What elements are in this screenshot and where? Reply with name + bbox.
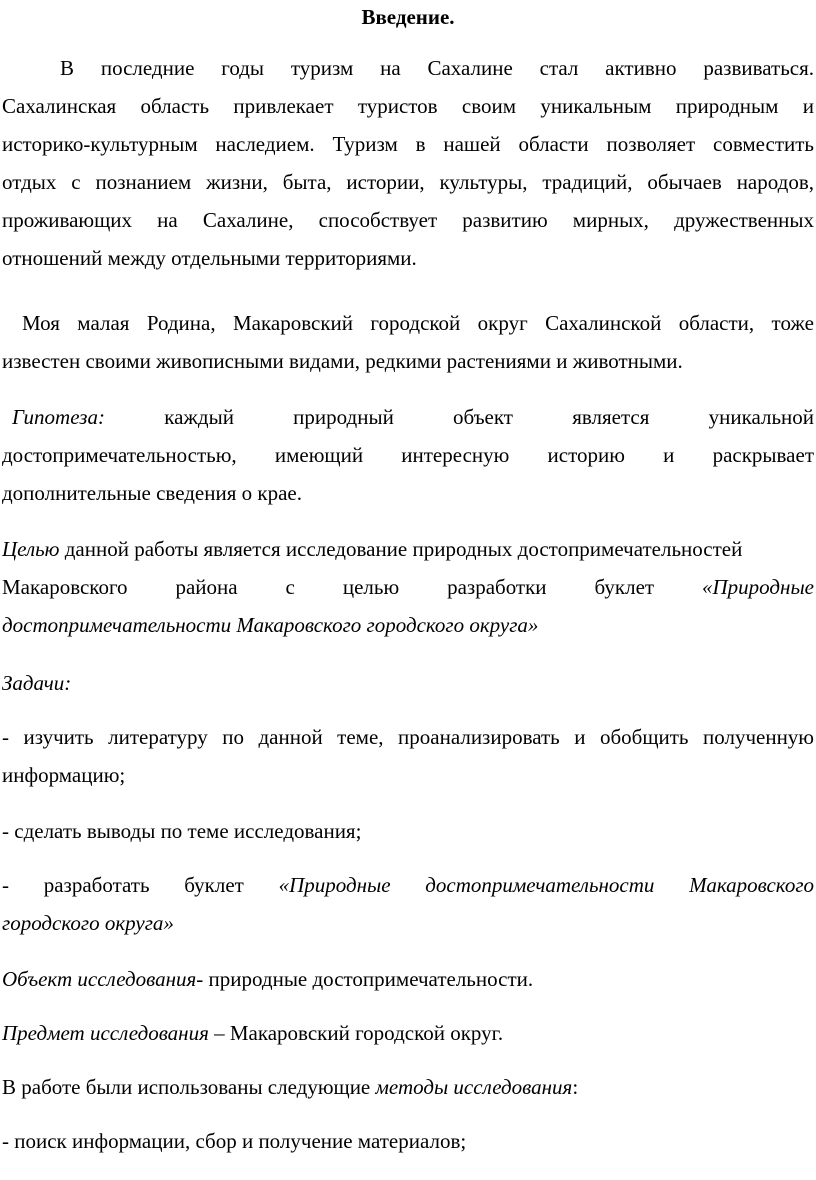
tasks-label: Задачи: [2,671,72,695]
methods-line [2,1068,814,1106]
subject-label: Предмет исследования [2,1021,209,1045]
text-line: Моя малая Родина, Макаровский городской округ Сахалинской области, тоже [22,311,814,335]
goal-paragraph [2,530,814,644]
object-text: - природные достопримечательности. [196,967,534,991]
tasks-heading [2,664,814,702]
goal-text: данной работы является исследование природных достопримечательностей [59,537,743,561]
methods-prefix: В работе были использованы следующие [2,1075,376,1099]
text-line [2,960,814,998]
text-line: историко-культурным наследием. Туризм в нашей области позволяет совместить [2,132,814,156]
text-line: достопримечательностью, имеющий интересную историю и раскрывает [2,443,814,467]
text-line: отношений между отдельными территориями. [2,246,417,270]
task-1 [2,718,814,794]
homeland-paragraph [2,304,814,380]
text-line [2,866,814,904]
subject-line [2,1014,814,1052]
goal-booklet-title: «Природные [702,575,814,599]
text-line: известен своими живописными видами, редкими растениями и животными. [2,349,683,373]
text-line: городского округа» [2,911,174,935]
intro-paragraph [2,49,814,277]
text-line: дополнительные сведения о крае. [2,481,302,505]
hypothesis-text: каждый природный объект является уникальной [164,405,814,429]
goal-text-plain: Макаровского района с целью разработки буклет [2,575,655,599]
hypothesis-label: Гипотеза: [12,405,105,429]
subject-text: – Макаровский городской округ. [208,1021,504,1045]
text-line: В последние годы туризм на Сахалине стал активно развиваться. [60,56,814,80]
task-3-text: - разработать буклет [2,873,244,897]
page-title: Введение. [361,5,455,29]
text-line [2,568,814,606]
text-line: - изучить литературу по данной теме, проанализировать и обобщить полученную [2,725,814,749]
hypothesis-paragraph [2,398,814,512]
text-line: информацию; [2,763,126,787]
methods-suffix: : [572,1075,579,1099]
task-2 [2,812,814,850]
text-line: - поиск информации, сбор и получение материалов; [2,1129,467,1153]
text-line: достопримечательности Макаровского городского округа» [2,613,539,637]
text-line [2,398,814,436]
object-label: Объект исследования [2,967,197,991]
text-line: Сахалинская область привлекает туристов своим уникальным природным и [2,94,814,118]
text-line [2,1068,814,1106]
goal-label: Целью [2,537,60,561]
text-line: - сделать выводы по теме исследования; [2,819,362,843]
text-line: проживающих на Сахалине, способствует развитию мирных, дружественных [2,208,814,232]
object-line [2,960,814,998]
text-line [2,530,814,568]
task-3 [2,866,814,942]
task-3-booklet-title: «Природные достопримечательности Макаровского [278,873,814,897]
text-line [2,1014,814,1052]
methods-label: методы исследования [375,1075,573,1099]
method-1 [2,1122,814,1160]
text-line: отдых с познанием жизни, быта, истории, культуры, традиций, обычаев народов, [2,170,814,194]
